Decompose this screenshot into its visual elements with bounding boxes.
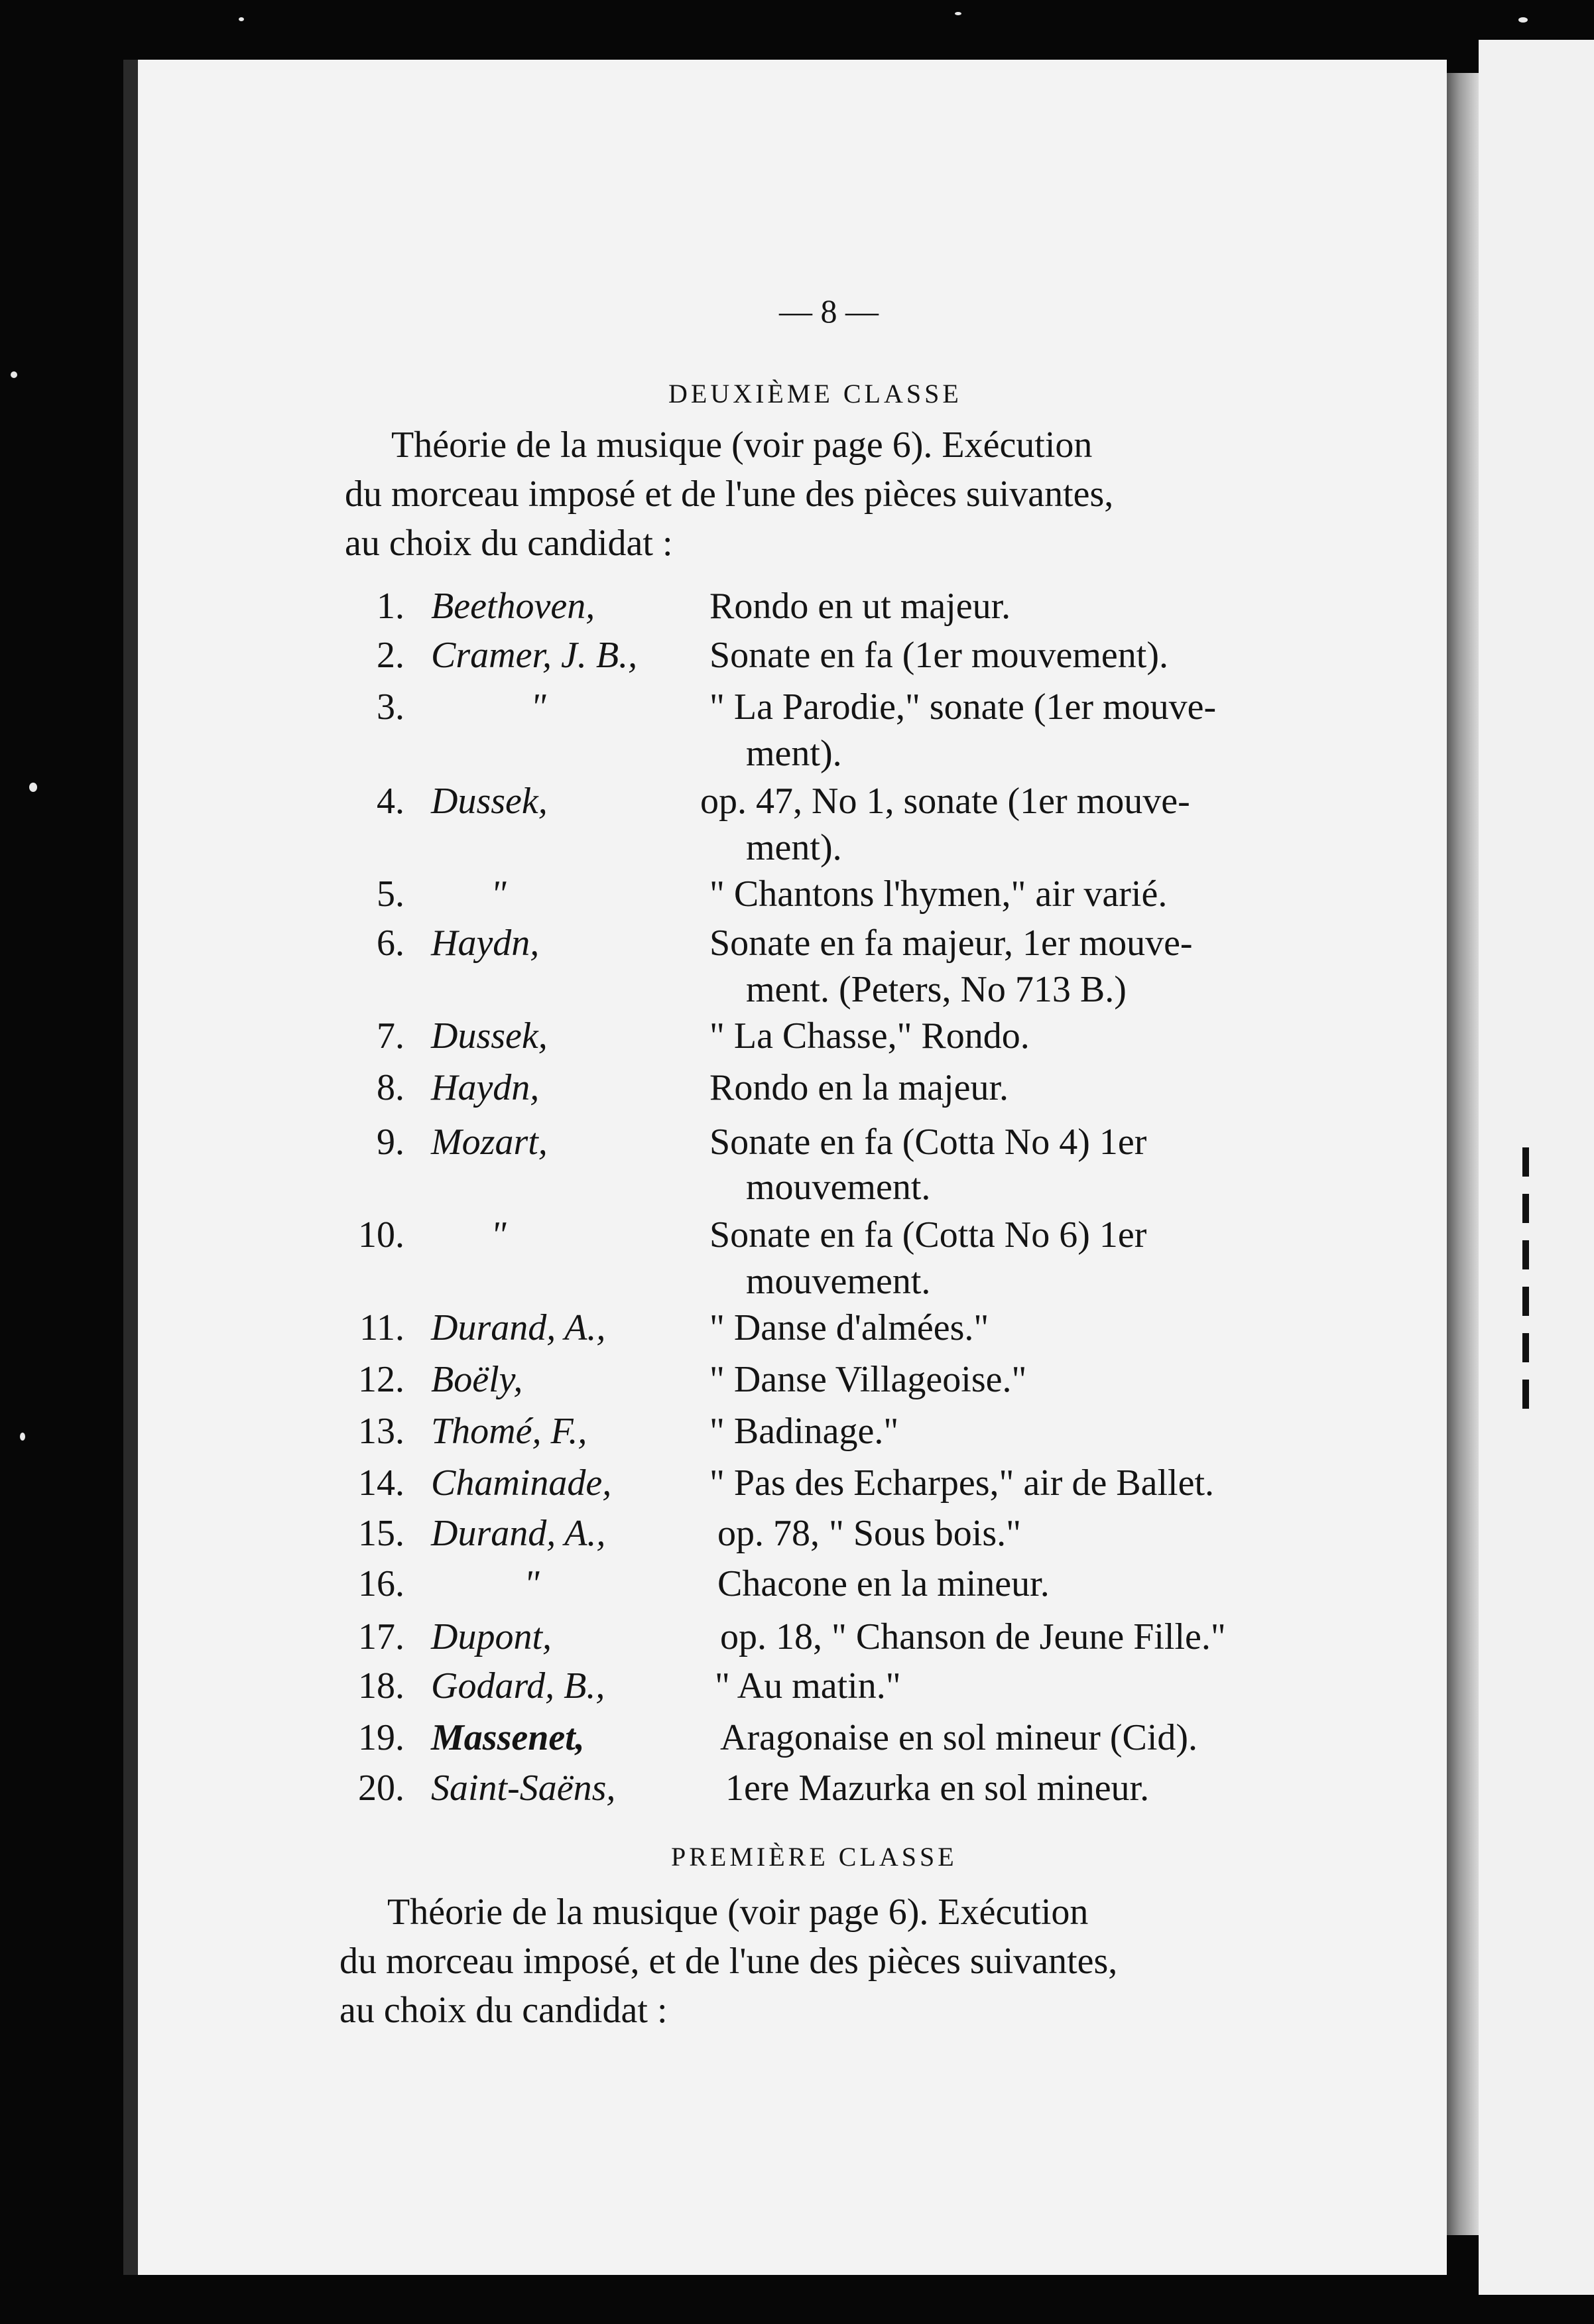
piece-title: " Badinage."	[709, 1411, 899, 1452]
piece-title-continued: ment).	[746, 827, 842, 868]
piece-title: " Danse d'almées."	[709, 1307, 989, 1348]
piece-composer: Mozart,	[431, 1122, 548, 1163]
piece-composer: Cramer, J. B.,	[431, 635, 638, 676]
piece-composer: Dussek,	[431, 781, 548, 822]
piece-number: 20.	[358, 1768, 404, 1809]
scan-speck	[239, 17, 244, 21]
piece-title: " La Chasse," Rondo.	[709, 1015, 1030, 1057]
piece-composer: "	[524, 1563, 540, 1604]
piece-row	[0, 585, 1594, 631]
piece-title: 1ere Mazurka en sol mineur.	[725, 1768, 1150, 1809]
piece-number: 4.	[377, 781, 404, 822]
piece-row	[0, 1767, 1594, 1813]
piece-row	[0, 1616, 1594, 1662]
piece-row	[0, 922, 1594, 968]
piece-title: op. 18, " Chanson de Jeune Fille."	[720, 1616, 1226, 1657]
piece-composer: Durand, A.,	[431, 1307, 606, 1348]
piece-row	[0, 634, 1594, 680]
piece-composer: "	[491, 873, 507, 915]
piece-row	[0, 1410, 1594, 1456]
piece-number: 9.	[377, 1122, 404, 1163]
piece-title: Aragonaise en sol mineur (Cid).	[720, 1717, 1198, 1758]
piece-title: " La Parodie," sonate (1er mouve-	[709, 686, 1217, 728]
piece-row	[0, 780, 1594, 826]
piece-title: Sonate en fa (Cotta No 6) 1er	[709, 1214, 1147, 1256]
scan-speck	[11, 371, 17, 378]
intro-line: au choix du candidat :	[339, 1990, 668, 2031]
piece-composer: Chaminade,	[431, 1462, 612, 1504]
piece-row	[0, 1121, 1594, 1167]
piece-title-continued: ment. (Peters, No 713 B.)	[746, 969, 1127, 1010]
piece-composer: Massenet,	[431, 1717, 585, 1758]
piece-composer: Durand, A.,	[431, 1513, 606, 1554]
piece-title: Sonate en fa (Cotta No 4) 1er	[709, 1122, 1147, 1163]
piece-title-continued: ment).	[746, 733, 842, 774]
piece-composer: Haydn,	[431, 923, 540, 964]
piece-title: Chacone en la mineur.	[717, 1563, 1050, 1604]
adjacent-page-edge	[1479, 40, 1594, 2295]
piece-number: 10.	[358, 1214, 404, 1256]
page-number: — 8 —	[779, 292, 879, 330]
intro-line: du morceau imposé et de l'une des pièces suivantes,	[345, 474, 1114, 515]
piece-number: 19.	[358, 1717, 404, 1758]
scan-speck	[955, 12, 961, 15]
piece-title: Sonate en fa (1er mouvement).	[709, 635, 1168, 676]
piece-number: 5.	[377, 873, 404, 915]
piece-composer: Haydn,	[431, 1067, 540, 1108]
piece-row	[0, 873, 1594, 919]
piece-number: 6.	[377, 923, 404, 964]
piece-row	[0, 1665, 1594, 1711]
piece-number: 3.	[377, 686, 404, 728]
piece-composer: "	[491, 1214, 507, 1256]
piece-row	[0, 1307, 1594, 1353]
piece-title: " Danse Villageoise."	[709, 1359, 1027, 1400]
piece-title: " Chantons l'hymen," air varié.	[709, 873, 1168, 915]
piece-title-continued: mouvement.	[746, 1261, 931, 1302]
piece-title: Rondo en ut majeur.	[709, 586, 1011, 627]
piece-composer: Godard, B.,	[431, 1665, 605, 1707]
piece-row	[0, 1512, 1594, 1559]
piece-composer: Thomé, F.,	[431, 1411, 587, 1452]
piece-row	[0, 1563, 1594, 1609]
intro-line: au choix du candidat :	[345, 523, 673, 564]
piece-title: Sonate en fa majeur, 1er mouve-	[709, 923, 1193, 964]
intro-paragraph-deuxieme	[345, 420, 1113, 568]
piece-number: 13.	[358, 1411, 404, 1452]
piece-row	[0, 1066, 1594, 1113]
intro-line: Théorie de la musique (voir page 6). Exécution	[391, 424, 1093, 466]
piece-composer: Saint-Saëns,	[431, 1768, 616, 1809]
piece-number: 7.	[377, 1015, 404, 1057]
intro-line: du morceau imposé, et de l'une des pièces suivantes,	[339, 1941, 1118, 1982]
piece-row	[0, 1015, 1594, 1061]
intro-line: Théorie de la musique (voir page 6). Exécution	[387, 1892, 1089, 1933]
piece-title: Rondo en la majeur.	[709, 1067, 1009, 1108]
piece-number: 14.	[358, 1462, 404, 1504]
piece-row	[0, 686, 1594, 732]
piece-title: " Pas des Echarpes," air de Ballet.	[709, 1462, 1215, 1504]
piece-row	[0, 1716, 1594, 1763]
piece-number: 12.	[358, 1359, 404, 1400]
piece-composer: Beethoven,	[431, 586, 595, 627]
piece-row	[0, 1358, 1594, 1405]
scan-speck	[1518, 17, 1528, 23]
piece-title: " Au matin."	[715, 1665, 901, 1707]
piece-number: 18.	[358, 1665, 404, 1707]
piece-number: 2.	[377, 635, 404, 676]
piece-title-continued: mouvement.	[746, 1167, 931, 1208]
piece-composer: Dussek,	[431, 1015, 548, 1057]
piece-number: 16.	[358, 1563, 404, 1604]
piece-composer: Boëly,	[431, 1359, 523, 1400]
piece-number: 8.	[377, 1067, 404, 1108]
section-heading-deuxieme: DEUXIÈME CLASSE	[668, 379, 962, 409]
piece-title: op. 47, No 1, sonate (1er mouve-	[700, 781, 1190, 822]
piece-composer: "	[530, 686, 546, 728]
piece-number: 15.	[358, 1513, 404, 1554]
piece-row	[0, 1462, 1594, 1508]
piece-number: 1.	[377, 586, 404, 627]
section-heading-premiere: PREMIÈRE CLASSE	[671, 1842, 957, 1872]
piece-row	[0, 1214, 1594, 1260]
intro-paragraph-premiere	[339, 1888, 1117, 2035]
piece-composer: Dupont,	[431, 1616, 552, 1657]
piece-title: op. 78, " Sous bois."	[717, 1513, 1022, 1554]
page-binding-edge	[123, 60, 138, 2275]
piece-number: 11.	[359, 1307, 404, 1348]
piece-number: 17.	[358, 1616, 404, 1657]
